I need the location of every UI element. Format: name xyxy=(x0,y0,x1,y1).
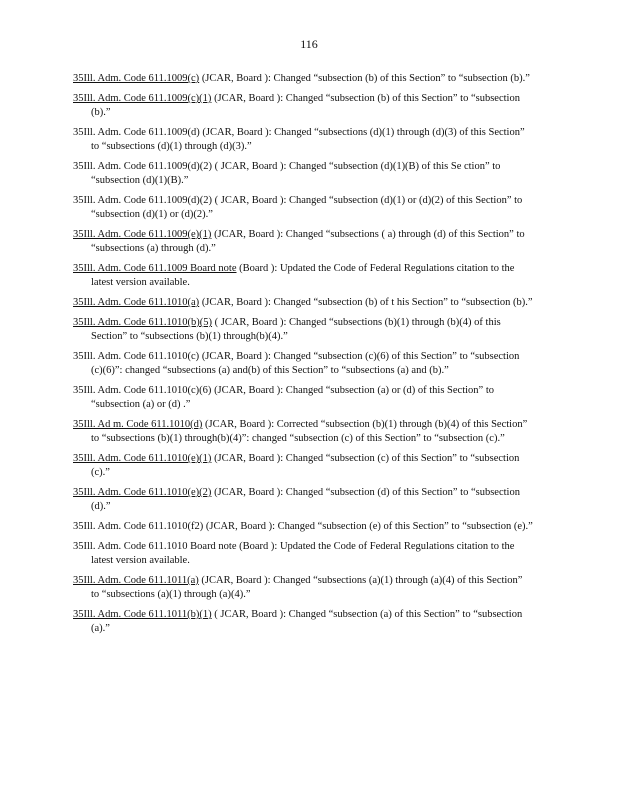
amendment-text: (Board ): Updated the Code of Federal Regulations citation to the latest version available. xyxy=(91,263,515,288)
amendment-entry xyxy=(73,384,533,412)
amendment-body xyxy=(73,228,533,256)
amendment-citation: 35Ill. Adm. Code 611.1011(b)(1) xyxy=(73,609,212,620)
amendment-entry xyxy=(73,418,533,446)
amendment-body xyxy=(73,350,533,378)
amendment-citation: 35Ill. Adm. Code 611.1010(b)(5) xyxy=(73,317,213,328)
amendment-citation: 35Ill. Adm. Code 611.1009(d) xyxy=(73,127,200,138)
amendment-entry xyxy=(73,296,533,310)
amendment-text: (JCAR, Board ): Changed “subsection (d) of this Section” to “subsection (d).” xyxy=(91,487,520,512)
amendment-text: (JCAR, Board ): Changed “subsection (a) or (d) of this Section” to “subsection (a) or (d) .” xyxy=(91,385,495,410)
amendment-citation: 35Ill. Adm. Code 611.1009(d)(2) xyxy=(73,161,213,172)
amendment-citation: 35Ill. Adm. Code 611.1010(e)(1) xyxy=(73,453,212,464)
amendment-citation: 35Ill. Adm. Code 611.1009(d)(2) xyxy=(73,195,213,206)
amendment-text: (Board ): Updated the Code of Federal Regulations citation to the latest version available. xyxy=(91,541,515,566)
amendment-entry xyxy=(73,126,533,154)
amendment-entry xyxy=(73,540,533,568)
amendment-body xyxy=(73,574,533,602)
amendment-citation: 35Ill. Adm. Code 611.1009(c)(1) xyxy=(73,93,212,104)
amendment-body xyxy=(73,384,533,412)
amendment-body xyxy=(73,540,533,568)
amendment-citation: 35Ill. Adm. Code 611.1009 Board note xyxy=(73,263,237,274)
amendment-body xyxy=(73,608,533,636)
amendment-body xyxy=(73,316,533,344)
amendment-text: (JCAR, Board ): Changed “subsection (c) of this Section” to “subsection (c).” xyxy=(91,453,520,478)
amendment-text: (JCAR, Board ): Changed “subsection (b) of this Section” to “subsection (b).” xyxy=(91,93,520,118)
amendment-entry xyxy=(73,520,533,534)
amendment-citation: 35Ill. Adm. Code 611.1009(c) xyxy=(73,73,200,84)
amendment-text: (JCAR, Board ): Changed “subsection (b) of t his Section” to “subsection (b).” xyxy=(199,297,533,308)
amendment-citation: 35Ill. Adm. Code 611.1010 Board note xyxy=(73,541,237,552)
amendment-body xyxy=(73,72,533,86)
amendment-entry xyxy=(73,452,533,480)
page-number: 116 xyxy=(300,37,318,51)
amendment-text: (JCAR, Board ): Changed “subsections (d)(1) through (d)(3) of this Section” to “subsections (d)(1) through (d)(3).” xyxy=(91,127,525,152)
amendment-entry xyxy=(73,486,533,514)
amendment-text: (JCAR, Board ): Changed “subsection (c)(6) of this Section” to “subsection (c)(6)”: changed “subsections (a) and(b) of this Section” to “subsections (a) and (b).” xyxy=(91,351,520,376)
amendment-text: (JCAR, Board ): Changed “subsections ( a) through (d) of this Section” to “subsections (a) through (d).” xyxy=(91,229,525,254)
amendment-text: (JCAR, Board ): Changed “subsections (a)(1) through (a)(4) of this Section” to “subsections (a)(1) through (a)(4).” xyxy=(91,575,523,600)
amendment-body xyxy=(73,452,533,480)
amendment-text: (JCAR, Board ): Changed “subsection (b) of this Section” to “subsection (b).” xyxy=(199,73,530,84)
amendment-body xyxy=(73,418,533,446)
amendment-entry xyxy=(73,92,533,120)
amendment-body xyxy=(73,486,533,514)
amendment-entry xyxy=(73,608,533,636)
amendment-entry xyxy=(73,350,533,378)
amendment-list xyxy=(73,72,533,642)
amendment-text: ( JCAR, Board ): Changed “subsections (b)(1) through (b)(4) of this Section” to “subsections (b)(1) through(b)(4).” xyxy=(91,317,501,342)
amendment-entry xyxy=(73,72,533,86)
amendment-entry xyxy=(73,262,533,290)
amendment-citation: 35Ill. Adm. Code 611.1010(f2) xyxy=(73,521,204,532)
amendment-citation: 35Ill. Adm. Code 611.1010(e)(2) xyxy=(73,487,212,498)
amendment-body xyxy=(73,126,533,154)
amendment-body xyxy=(73,160,533,188)
amendment-body xyxy=(73,520,533,534)
amendment-text: ( JCAR, Board ): Changed “subsection (d)(1)(B) of this Se ction” to “subsection (d)(1)(B).” xyxy=(91,161,501,186)
amendment-entry xyxy=(73,194,533,222)
amendment-citation: 35Ill. Adm. Code 611.1010(a) xyxy=(73,297,200,308)
amendment-entry xyxy=(73,160,533,188)
amendment-body xyxy=(73,296,533,310)
amendment-citation: 35Ill. Ad m. Code 611.1010(d) xyxy=(73,419,203,430)
amendment-body xyxy=(73,262,533,290)
amendment-body xyxy=(73,194,533,222)
amendment-body xyxy=(73,92,533,120)
amendment-text: (JCAR, Board ): Changed “subsection (e) of this Section” to “subsection (e).” xyxy=(203,521,533,532)
amendment-entry xyxy=(73,574,533,602)
amendment-entry xyxy=(73,316,533,344)
amendment-entry xyxy=(73,228,533,256)
amendment-citation: 35Ill. Adm. Code 611.1010(c) xyxy=(73,351,200,362)
amendment-citation: 35Ill. Adm. Code 611.1011(a) xyxy=(73,575,199,586)
amendment-text: ( JCAR, Board ): Changed “subsection (d)(1) or (d)(2) of this Section” to “subsection (d)(1) or (d)(2).” xyxy=(91,195,523,220)
amendment-text: ( JCAR, Board ): Changed “subsection (a) of this Section” to “subsection (a).” xyxy=(91,609,523,634)
amendment-text: (JCAR, Board ): Corrected “subsection (b)(1) through (b)(4) of this Section” to “subsections (b)(1) through(b)(4)”: changed “subsection (c) of this Section” to “subsection (c).” xyxy=(91,419,528,444)
amendment-citation: 35Ill. Adm. Code 611.1009(e)(1) xyxy=(73,229,212,240)
amendment-citation: 35Ill. Adm. Code 611.1010(c)(6) xyxy=(73,385,212,396)
